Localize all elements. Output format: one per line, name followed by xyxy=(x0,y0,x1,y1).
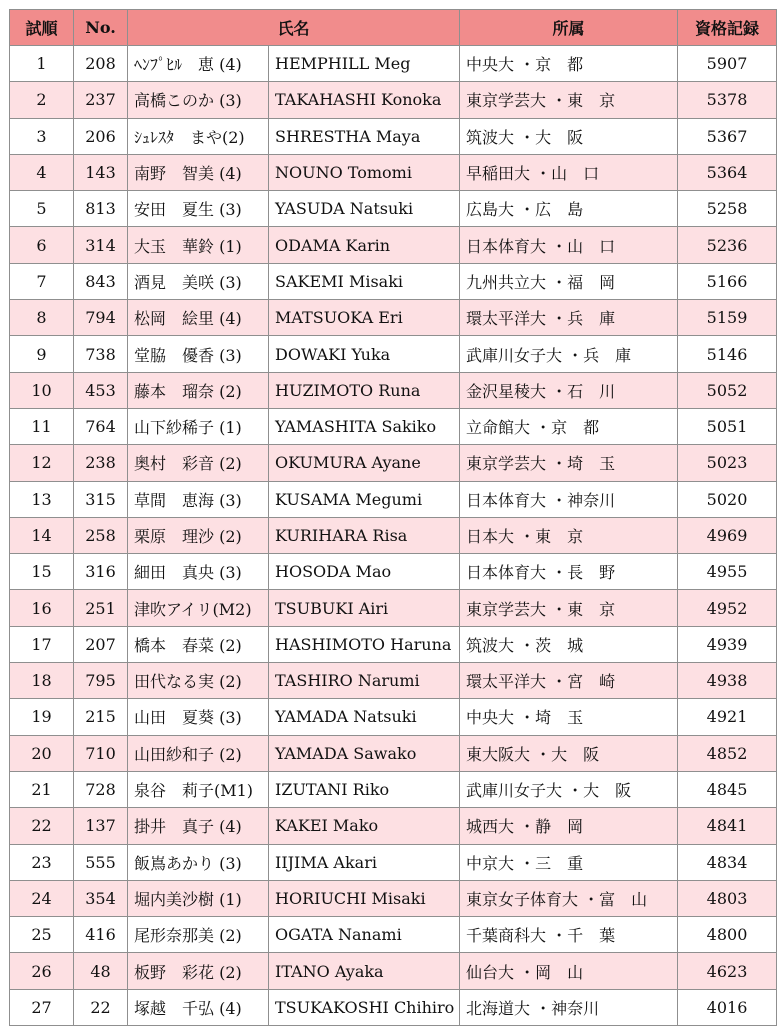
cell-name-english: MATSUOKA Eri xyxy=(269,300,460,336)
cell-affiliation: 東京学芸大 ・東 京 xyxy=(460,590,678,626)
start-list-table xyxy=(9,9,777,1026)
cell-name-english: HUZIMOTO Runa xyxy=(269,372,460,408)
cell-bib-number: 22 xyxy=(74,989,128,1025)
cell-bib-number: 143 xyxy=(74,154,128,190)
cell-name-english: IZUTANI Riko xyxy=(269,771,460,807)
cell-qualifying-record: 5166 xyxy=(678,263,777,299)
cell-affiliation: 東京学芸大 ・埼 玉 xyxy=(460,445,678,481)
cell-name-japanese: 尾形奈那美 (2) xyxy=(128,917,269,953)
cell-affiliation: 広島大 ・広 島 xyxy=(460,191,678,227)
cell-name-english: TASHIRO Narumi xyxy=(269,663,460,699)
cell-bib-number: 710 xyxy=(74,735,128,771)
cell-name-english: YASUDA Natsuki xyxy=(269,191,460,227)
cell-qualifying-record: 4834 xyxy=(678,844,777,880)
cell-name-japanese: 山田紗和子 (2) xyxy=(128,735,269,771)
cell-qualifying-record: 5907 xyxy=(678,46,777,82)
cell-order: 18 xyxy=(10,663,74,699)
table-row xyxy=(10,953,777,989)
cell-order: 20 xyxy=(10,735,74,771)
cell-qualifying-record: 5146 xyxy=(678,336,777,372)
cell-affiliation: 城西大 ・静 岡 xyxy=(460,808,678,844)
cell-name-japanese: 栗原 理沙 (2) xyxy=(128,517,269,553)
cell-name-japanese: 板野 彩花 (2) xyxy=(128,953,269,989)
cell-bib-number: 207 xyxy=(74,626,128,662)
cell-name-japanese: 堀内美沙樹 (1) xyxy=(128,880,269,916)
table-row xyxy=(10,554,777,590)
cell-order: 4 xyxy=(10,154,74,190)
cell-qualifying-record: 4852 xyxy=(678,735,777,771)
cell-name-english: TSUBUKI Airi xyxy=(269,590,460,626)
cell-bib-number: 316 xyxy=(74,554,128,590)
cell-name-english: OKUMURA Ayane xyxy=(269,445,460,481)
cell-affiliation: 北海道大 ・神奈川 xyxy=(460,989,678,1025)
cell-qualifying-record: 4939 xyxy=(678,626,777,662)
table-row xyxy=(10,880,777,916)
cell-name-english: TAKAHASHI Konoka xyxy=(269,82,460,118)
cell-bib-number: 555 xyxy=(74,844,128,880)
table-row xyxy=(10,154,777,190)
cell-affiliation: 仙台大 ・岡 山 xyxy=(460,953,678,989)
cell-qualifying-record: 4800 xyxy=(678,917,777,953)
table-row xyxy=(10,735,777,771)
cell-affiliation: 日本体育大 ・神奈川 xyxy=(460,481,678,517)
cell-affiliation: 東京女子体育大 ・富 山 xyxy=(460,880,678,916)
cell-bib-number: 813 xyxy=(74,191,128,227)
cell-bib-number: 453 xyxy=(74,372,128,408)
table-body xyxy=(10,46,777,1026)
cell-qualifying-record: 5364 xyxy=(678,154,777,190)
cell-bib-number: 795 xyxy=(74,663,128,699)
table-row xyxy=(10,626,777,662)
cell-name-english: SAKEMI Misaki xyxy=(269,263,460,299)
cell-qualifying-record: 5023 xyxy=(678,445,777,481)
cell-bib-number: 258 xyxy=(74,517,128,553)
cell-name-english: OGATA Nanami xyxy=(269,917,460,953)
cell-order: 27 xyxy=(10,989,74,1025)
cell-bib-number: 137 xyxy=(74,808,128,844)
cell-affiliation: 筑波大 ・茨 城 xyxy=(460,626,678,662)
cell-qualifying-record: 4623 xyxy=(678,953,777,989)
cell-qualifying-record: 5159 xyxy=(678,300,777,336)
cell-name-english: KUSAMA Megumi xyxy=(269,481,460,517)
table-row xyxy=(10,46,777,82)
table-row xyxy=(10,445,777,481)
cell-order: 7 xyxy=(10,263,74,299)
cell-bib-number: 314 xyxy=(74,227,128,263)
cell-name-japanese: 山下紗稀子 (1) xyxy=(128,408,269,444)
cell-order: 8 xyxy=(10,300,74,336)
cell-bib-number: 48 xyxy=(74,953,128,989)
cell-name-japanese: 田代なる実 (2) xyxy=(128,663,269,699)
cell-order: 21 xyxy=(10,771,74,807)
table-header xyxy=(10,10,777,46)
cell-affiliation: 立命館大 ・京 都 xyxy=(460,408,678,444)
cell-name-english: SHRESTHA Maya xyxy=(269,118,460,154)
cell-order: 2 xyxy=(10,82,74,118)
table-row xyxy=(10,263,777,299)
cell-qualifying-record: 4938 xyxy=(678,663,777,699)
cell-name-english: HOSODA Mao xyxy=(269,554,460,590)
cell-order: 5 xyxy=(10,191,74,227)
cell-bib-number: 208 xyxy=(74,46,128,82)
cell-name-english: KURIHARA Risa xyxy=(269,517,460,553)
cell-name-japanese: 堂脇 優香 (3) xyxy=(128,336,269,372)
table-row xyxy=(10,699,777,735)
cell-bib-number: 738 xyxy=(74,336,128,372)
cell-affiliation: 東京学芸大 ・東 京 xyxy=(460,82,678,118)
cell-bib-number: 206 xyxy=(74,118,128,154)
table-row xyxy=(10,408,777,444)
header-affiliation: 所属 xyxy=(460,10,678,46)
cell-name-japanese: ｼｭﾚｽﾀ まや(2) xyxy=(128,118,269,154)
cell-name-japanese: 安田 夏生 (3) xyxy=(128,191,269,227)
cell-affiliation: 日本大 ・東 京 xyxy=(460,517,678,553)
cell-order: 22 xyxy=(10,808,74,844)
cell-bib-number: 237 xyxy=(74,82,128,118)
cell-name-japanese: 藤本 瑠奈 (2) xyxy=(128,372,269,408)
cell-affiliation: 武庫川女子大 ・兵 庫 xyxy=(460,336,678,372)
cell-name-japanese: 松岡 絵里 (4) xyxy=(128,300,269,336)
cell-bib-number: 251 xyxy=(74,590,128,626)
table-row xyxy=(10,481,777,517)
cell-bib-number: 315 xyxy=(74,481,128,517)
cell-name-japanese: 塚越 千弘 (4) xyxy=(128,989,269,1025)
cell-name-japanese: 津吹アイリ(M2) xyxy=(128,590,269,626)
cell-affiliation: 日本体育大 ・山 口 xyxy=(460,227,678,263)
header-no: No. xyxy=(74,10,128,46)
table-row xyxy=(10,336,777,372)
cell-name-english: DOWAKI Yuka xyxy=(269,336,460,372)
cell-name-japanese: 草間 恵海 (3) xyxy=(128,481,269,517)
header-name: 氏名 xyxy=(128,10,460,46)
table-row xyxy=(10,300,777,336)
cell-name-japanese: 橋本 春菜 (2) xyxy=(128,626,269,662)
cell-bib-number: 764 xyxy=(74,408,128,444)
cell-name-japanese: 泉谷 莉子(M1) xyxy=(128,771,269,807)
cell-name-japanese: ﾍﾝﾌﾟﾋﾙ 恵 (4) xyxy=(128,46,269,82)
cell-bib-number: 728 xyxy=(74,771,128,807)
table-row xyxy=(10,82,777,118)
cell-qualifying-record: 5020 xyxy=(678,481,777,517)
cell-name-japanese: 飯嶌あかり (3) xyxy=(128,844,269,880)
cell-affiliation: 早稲田大 ・山 口 xyxy=(460,154,678,190)
table-row xyxy=(10,590,777,626)
cell-bib-number: 416 xyxy=(74,917,128,953)
cell-qualifying-record: 5367 xyxy=(678,118,777,154)
cell-affiliation: 武庫川女子大 ・大 阪 xyxy=(460,771,678,807)
cell-order: 19 xyxy=(10,699,74,735)
cell-name-english: KAKEI Mako xyxy=(269,808,460,844)
header-row xyxy=(10,10,777,46)
cell-qualifying-record: 4016 xyxy=(678,989,777,1025)
cell-affiliation: 東大阪大 ・大 阪 xyxy=(460,735,678,771)
cell-affiliation: 中央大 ・京 都 xyxy=(460,46,678,82)
header-record: 資格記録 xyxy=(678,10,777,46)
cell-name-english: HEMPHILL Meg xyxy=(269,46,460,82)
cell-affiliation: 日本体育大 ・長 野 xyxy=(460,554,678,590)
cell-order: 23 xyxy=(10,844,74,880)
cell-order: 1 xyxy=(10,46,74,82)
table-row xyxy=(10,771,777,807)
cell-bib-number: 843 xyxy=(74,263,128,299)
table-row xyxy=(10,372,777,408)
table-row xyxy=(10,118,777,154)
cell-name-japanese: 大玉 華鈴 (1) xyxy=(128,227,269,263)
cell-name-japanese: 掛井 真子 (4) xyxy=(128,808,269,844)
cell-qualifying-record: 5052 xyxy=(678,372,777,408)
cell-affiliation: 環太平洋大 ・兵 庫 xyxy=(460,300,678,336)
cell-order: 12 xyxy=(10,445,74,481)
cell-order: 25 xyxy=(10,917,74,953)
cell-affiliation: 筑波大 ・大 阪 xyxy=(460,118,678,154)
cell-order: 14 xyxy=(10,517,74,553)
cell-name-japanese: 山田 夏葵 (3) xyxy=(128,699,269,735)
cell-qualifying-record: 4969 xyxy=(678,517,777,553)
cell-order: 9 xyxy=(10,336,74,372)
cell-affiliation: 中京大 ・三 重 xyxy=(460,844,678,880)
cell-name-english: YAMASHITA Sakiko xyxy=(269,408,460,444)
table-row xyxy=(10,989,777,1025)
cell-bib-number: 794 xyxy=(74,300,128,336)
table-row xyxy=(10,191,777,227)
cell-bib-number: 238 xyxy=(74,445,128,481)
table-row xyxy=(10,844,777,880)
cell-affiliation: 金沢星稜大 ・石 川 xyxy=(460,372,678,408)
table-row xyxy=(10,227,777,263)
cell-qualifying-record: 4921 xyxy=(678,699,777,735)
cell-qualifying-record: 4845 xyxy=(678,771,777,807)
cell-qualifying-record: 5378 xyxy=(678,82,777,118)
cell-order: 16 xyxy=(10,590,74,626)
cell-name-japanese: 細田 真央 (3) xyxy=(128,554,269,590)
cell-name-japanese: 酒見 美咲 (3) xyxy=(128,263,269,299)
cell-qualifying-record: 4803 xyxy=(678,880,777,916)
cell-order: 24 xyxy=(10,880,74,916)
cell-order: 13 xyxy=(10,481,74,517)
cell-name-japanese: 南野 智美 (4) xyxy=(128,154,269,190)
cell-qualifying-record: 5236 xyxy=(678,227,777,263)
cell-affiliation: 千葉商科大 ・千 葉 xyxy=(460,917,678,953)
cell-name-english: HASHIMOTO Haruna xyxy=(269,626,460,662)
cell-name-english: ITANO Ayaka xyxy=(269,953,460,989)
cell-order: 6 xyxy=(10,227,74,263)
cell-qualifying-record: 4841 xyxy=(678,808,777,844)
cell-order: 26 xyxy=(10,953,74,989)
table-row xyxy=(10,517,777,553)
cell-name-japanese: 奥村 彩音 (2) xyxy=(128,445,269,481)
cell-qualifying-record: 4955 xyxy=(678,554,777,590)
cell-bib-number: 215 xyxy=(74,699,128,735)
cell-qualifying-record: 5051 xyxy=(678,408,777,444)
cell-name-english: IIJIMA Akari xyxy=(269,844,460,880)
cell-order: 11 xyxy=(10,408,74,444)
cell-name-english: NOUNO Tomomi xyxy=(269,154,460,190)
cell-affiliation: 九州共立大 ・福 岡 xyxy=(460,263,678,299)
cell-name-english: YAMADA Sawako xyxy=(269,735,460,771)
cell-order: 15 xyxy=(10,554,74,590)
cell-qualifying-record: 5258 xyxy=(678,191,777,227)
cell-name-japanese: 高橋このか (3) xyxy=(128,82,269,118)
cell-order: 10 xyxy=(10,372,74,408)
cell-name-english: TSUKAKOSHI Chihiro xyxy=(269,989,460,1025)
cell-affiliation: 環太平洋大 ・宮 崎 xyxy=(460,663,678,699)
cell-order: 17 xyxy=(10,626,74,662)
cell-name-english: HORIUCHI Misaki xyxy=(269,880,460,916)
header-order: 試順 xyxy=(10,10,74,46)
table-row xyxy=(10,663,777,699)
cell-name-english: ODAMA Karin xyxy=(269,227,460,263)
cell-name-english: YAMADA Natsuki xyxy=(269,699,460,735)
cell-affiliation: 中央大 ・埼 玉 xyxy=(460,699,678,735)
table-row xyxy=(10,808,777,844)
cell-bib-number: 354 xyxy=(74,880,128,916)
cell-order: 3 xyxy=(10,118,74,154)
table-row xyxy=(10,917,777,953)
cell-qualifying-record: 4952 xyxy=(678,590,777,626)
